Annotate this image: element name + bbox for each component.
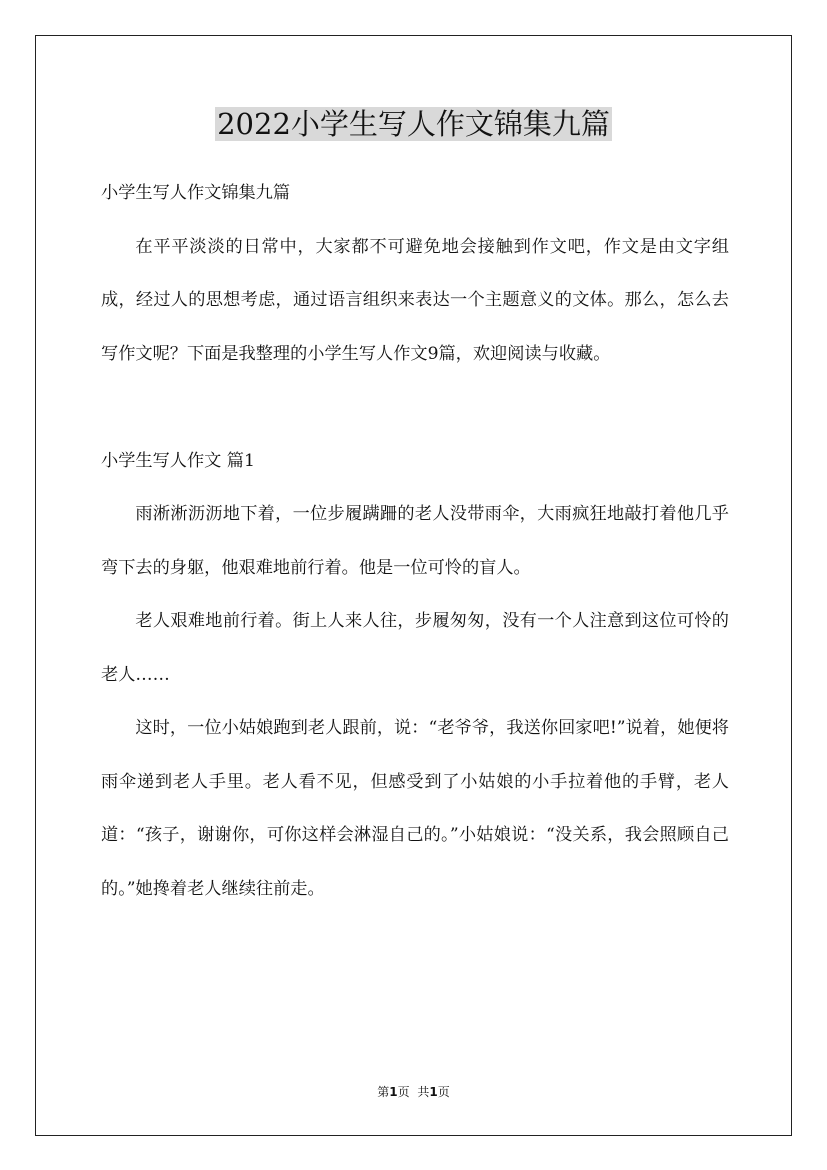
document-body <box>101 167 729 916</box>
section-heading: 小学生写人作文 篇1 <box>101 450 255 471</box>
document-title <box>0 104 827 144</box>
footer-page-suffix: 页 <box>397 1085 410 1099</box>
footer-total-suffix: 页 <box>437 1085 450 1099</box>
document-subtitle: 小学生写人作文锦集九篇 <box>101 183 291 203</box>
section-gap <box>101 381 729 435</box>
body-paragraph-1: 雨淅淅沥沥地下着，一位步履蹒跚的老人没带雨伞，大雨疯狂地敲打着他几乎弯下去的身躯，他艰难地前行着。他是一位可怜的盲人。 <box>101 504 729 578</box>
body-paragraph-3: 这时，一位小姑娘跑到老人跟前，说：“老爷爷，我送你回家吧!”说着，她便将雨伞递到老人手里。老人看不见，但感受到了小姑娘的小手拉着他的手臂，老人道：“孩子，谢谢你，可你这样会淋湿自己的。”小姑娘说：“没关系，我会照顾自己的。”她搀着老人继续往前走。 <box>101 718 729 899</box>
footer-total-prefix: 共 <box>417 1085 430 1099</box>
footer-page-prefix: 第 <box>377 1085 390 1099</box>
intro-paragraph: 在平平淡淡的日常中，大家都不可避免地会接触到作文吧，作文是由文字组成，经过人的思想考虑，通过语言组织来表达一个主题意义的文体。那么，怎么去写作文呢？下面是我整理的小学生写人作文9篇，欢迎阅读与收藏。 <box>101 236 729 364</box>
footer-page-current: 1 <box>389 1085 398 1099</box>
footer-page-total: 1 <box>429 1085 438 1099</box>
body-paragraph-2: 老人艰难地前行着。街上人来人往，步履匆匆，没有一个人注意到这位可怜的老人…… <box>101 611 729 685</box>
page-footer <box>0 1083 827 1100</box>
document-title-text: 2022小学生写人作文锦集九篇 <box>217 107 610 141</box>
